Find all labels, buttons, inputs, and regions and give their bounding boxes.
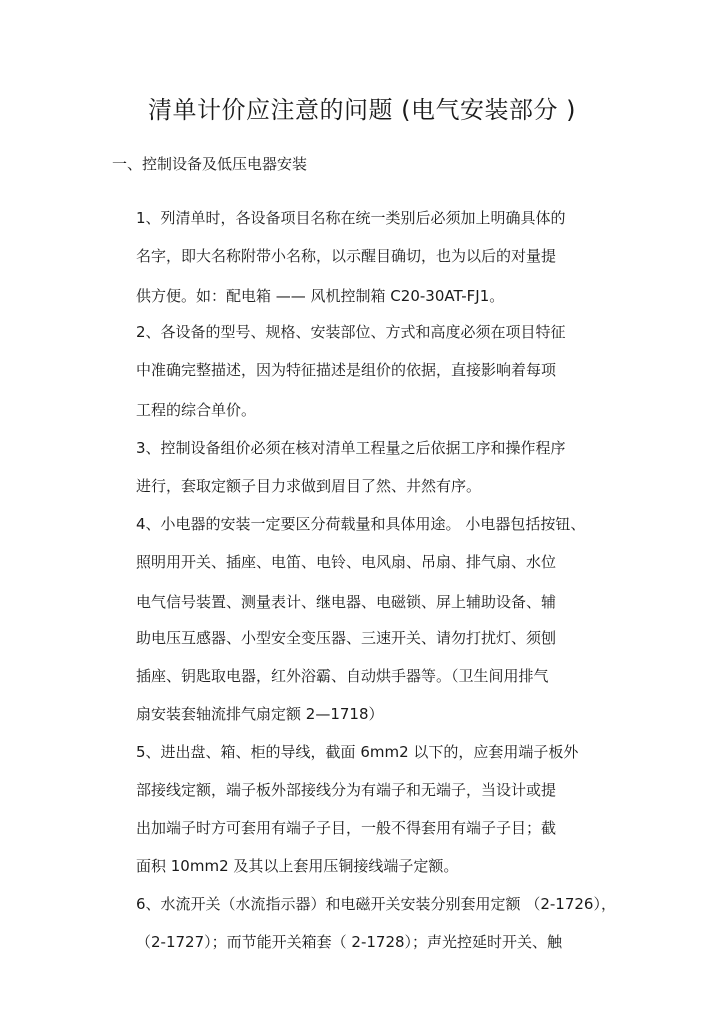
- body-line: 中准确完整描述，因为特征描述是组价的依据，直接影响着每项: [136, 361, 557, 379]
- body-line: 面积 10mm2 及其以上套用压铜接线端子定额。: [136, 857, 459, 875]
- body-line: 出加端子时方可套用有端子子目，一般不得套用有端子子目；截: [136, 819, 557, 837]
- body-line: 5、进出盘、箱、柜的导线，截面 6mm2 以下的，应套用端子板外: [136, 743, 579, 761]
- body-line: 照明用开关、插座、电笛、电铃、电风扇、吊扇、排气扇、水位: [136, 553, 557, 571]
- document-title: 清单计价应注意的问题 (电气安装部分 ): [148, 96, 576, 124]
- body-line: 1、列清单时，各设备项目名称在统一类别后必须加上明确具体的: [136, 209, 566, 227]
- body-line: 进行，套取定额子目力求做到眉目了然、井然有序。: [136, 477, 482, 495]
- body-line: 电气信号装置、测量表计、继电器、电磁锁、屏上辅助设备、辅: [136, 593, 557, 611]
- body-line: 4、小电器的安装一定要区分荷载量和具体用途。 小电器包括按钮、: [136, 515, 586, 533]
- body-line: 扇安装套轴流排气扇定额 2—1718）: [136, 705, 384, 723]
- body-line: 助电压互感器、小型安全变压器、三速开关、请勿打扰灯、须刨: [136, 629, 557, 647]
- body-line: 工程的综合单价。: [136, 401, 257, 419]
- body-line: 供方便。如：配电箱 —— 风机控制箱 C20-30AT-FJ1。: [136, 287, 505, 305]
- body-line: 插座、钥匙取电器，红外浴霸、自动烘手器等。（卫生间用排气: [136, 667, 549, 685]
- body-line: 6、水流开关（水流指示器）和电磁开关安装分别套用定额 （2-1726），: [136, 895, 616, 913]
- body-line: 名字，即大名称附带小名称，以示醒目确切，也为以后的对量提: [136, 247, 557, 265]
- body-line: 3、控制设备组价必须在核对清单工程量之后依据工序和操作程序: [136, 439, 566, 457]
- section-heading: 一、控制设备及低压电器安装: [112, 155, 308, 173]
- body-line: （2-1727）；而节能开关箱套（ 2-1728）；声光控延时开关、触: [136, 933, 563, 951]
- body-line: 部接线定额，端子板外部接线分为有端子和无端子，当设计或提: [136, 781, 557, 799]
- body-line: 2、各设备的型号、规格、安装部位、方式和高度必须在项目特征: [136, 323, 566, 341]
